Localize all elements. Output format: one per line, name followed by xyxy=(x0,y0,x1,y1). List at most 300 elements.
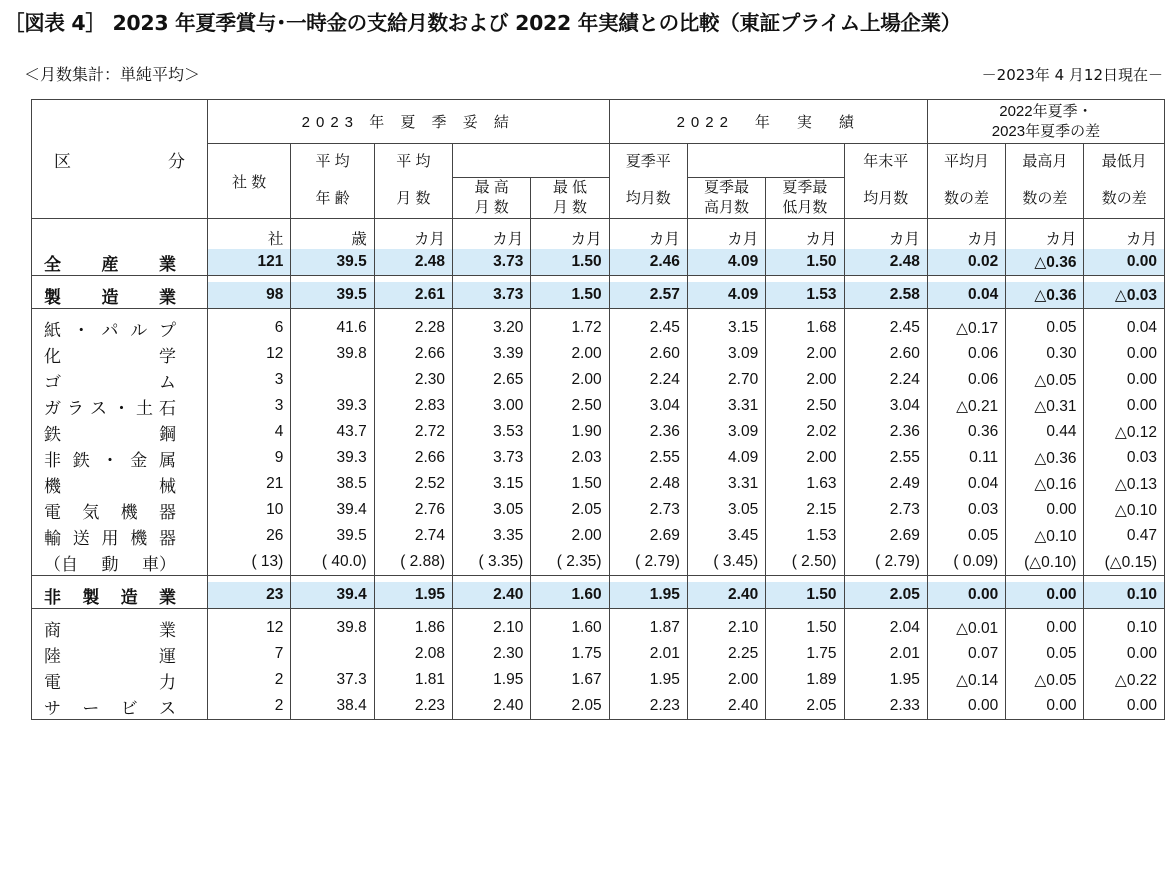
unit-cell: カ月 xyxy=(687,219,765,250)
unit-cell: カ月 xyxy=(766,219,844,250)
row-category xyxy=(32,693,208,720)
value-cell: 1.53 xyxy=(766,523,844,549)
value-cell: 43.7 xyxy=(291,419,374,445)
value-cell: 1.50 xyxy=(766,615,844,641)
value-cell: 0.04 xyxy=(927,471,1005,497)
value-cell: 2.46 xyxy=(609,249,687,276)
table-row xyxy=(32,641,1165,667)
value-cell: 0.03 xyxy=(1084,445,1165,471)
value-cell: 0.10 xyxy=(1084,615,1165,641)
value-cell: 2.00 xyxy=(766,445,844,471)
value-cell: 2.61 xyxy=(374,282,452,309)
category-char: 電 xyxy=(44,502,61,522)
unit-cell: カ月 xyxy=(609,219,687,250)
row-category xyxy=(32,582,208,609)
value-cell: 2.73 xyxy=(609,497,687,523)
category-char: 製 xyxy=(82,587,100,607)
value-cell: 3.05 xyxy=(687,497,765,523)
units-row-label xyxy=(32,219,208,250)
value-cell: 39.5 xyxy=(291,523,374,549)
category-char: 全 xyxy=(44,254,61,274)
value-cell: 2.01 xyxy=(609,641,687,667)
value-cell: △0.22 xyxy=(1084,667,1165,693)
value-cell: (△0.10) xyxy=(1006,549,1084,576)
unit-cell: カ月 xyxy=(927,219,1005,250)
value-cell: 39.8 xyxy=(291,615,374,641)
category-char: ガ xyxy=(44,398,61,418)
value-cell: 7 xyxy=(207,641,290,667)
value-cell: 2.55 xyxy=(609,445,687,471)
value-cell: 10 xyxy=(207,497,290,523)
max-months-header: 最 高 月 数 xyxy=(453,178,531,219)
category-char: プ xyxy=(159,320,176,340)
group-2022-actual-header: 2022 年 実 績 xyxy=(609,100,927,144)
value-cell: 39.5 xyxy=(291,282,374,309)
value-cell: 2.36 xyxy=(844,419,927,445)
value-cell: 2.30 xyxy=(374,367,452,393)
row-category xyxy=(32,249,208,276)
avg-months-header-2: 月 数 xyxy=(374,178,452,219)
row-category xyxy=(32,393,208,419)
avg-age-header-2: 年 齢 xyxy=(291,178,374,219)
value-cell: 0.00 xyxy=(1006,693,1084,720)
row-category-label xyxy=(44,694,176,719)
row-category xyxy=(32,641,208,667)
unit-cell: 歳 xyxy=(291,219,374,250)
value-cell: 1.75 xyxy=(531,641,609,667)
value-cell: 0.10 xyxy=(1084,582,1165,609)
value-cell: 41.6 xyxy=(291,315,374,341)
value-cell: △0.10 xyxy=(1084,497,1165,523)
row-category-label xyxy=(44,472,176,497)
value-cell: 0.06 xyxy=(927,341,1005,367)
category-char: 気 xyxy=(82,502,100,522)
value-cell: 39.8 xyxy=(291,341,374,367)
value-cell: 0.07 xyxy=(927,641,1005,667)
value-cell: 3 xyxy=(207,367,290,393)
value-cell: 3.09 xyxy=(687,419,765,445)
value-cell: 2.00 xyxy=(531,367,609,393)
value-cell: 2.48 xyxy=(374,249,452,276)
category-char: 産 xyxy=(101,254,119,274)
category-char: 造 xyxy=(120,587,138,607)
value-cell: 0.00 xyxy=(1084,249,1165,276)
value-cell: 1.50 xyxy=(766,249,844,276)
value-cell: 3.73 xyxy=(453,445,531,471)
row-category xyxy=(32,549,208,576)
category-char: ・ xyxy=(72,320,90,340)
category-char: ・ xyxy=(101,450,119,470)
unit-cell: 社 xyxy=(207,219,290,250)
value-cell: 0.06 xyxy=(927,367,1005,393)
value-cell: 39.4 xyxy=(291,497,374,523)
category-char: 陸 xyxy=(44,646,61,666)
category-char: 土 xyxy=(136,398,153,418)
value-cell: 38.4 xyxy=(291,693,374,720)
value-cell: 1.63 xyxy=(766,471,844,497)
table-row xyxy=(32,419,1165,445)
table-row xyxy=(32,315,1165,341)
value-cell: ( 0.09) xyxy=(927,549,1005,576)
value-cell: 2.49 xyxy=(844,471,927,497)
value-cell: 4.09 xyxy=(687,282,765,309)
unit-cell: カ月 xyxy=(531,219,609,250)
yearend-avg-header: 年末平 xyxy=(844,144,927,178)
row-category-label xyxy=(44,316,176,341)
category-char: ・ xyxy=(113,398,130,418)
value-cell: △0.36 xyxy=(1006,282,1084,309)
value-cell: 0.04 xyxy=(1084,315,1165,341)
category-char: 器 xyxy=(159,528,176,548)
row-category xyxy=(32,523,208,549)
value-cell: 3.73 xyxy=(453,282,531,309)
summer-max-header: 夏季最 高月数 xyxy=(687,178,765,219)
value-cell: 0.00 xyxy=(927,582,1005,609)
row-category-label xyxy=(44,394,176,419)
value-cell: 2.57 xyxy=(609,282,687,309)
value-cell: 3.00 xyxy=(453,393,531,419)
category-char: 化 xyxy=(44,346,61,366)
row-category-label xyxy=(44,420,176,445)
value-cell: 2.00 xyxy=(766,367,844,393)
table-row xyxy=(32,549,1165,576)
value-cell: △0.10 xyxy=(1006,523,1084,549)
category-char: 鉄 xyxy=(72,450,90,470)
value-cell: 2.15 xyxy=(766,497,844,523)
category-char: サ xyxy=(44,698,61,718)
row-category xyxy=(32,367,208,393)
value-cell: 0.03 xyxy=(927,497,1005,523)
diff-min-header: 最低月 xyxy=(1084,144,1165,178)
row-category-label xyxy=(44,550,176,575)
value-cell: 0.00 xyxy=(1006,497,1084,523)
value-cell: 0.00 xyxy=(1084,341,1165,367)
value-cell: ( 3.45) xyxy=(687,549,765,576)
value-cell: 2.58 xyxy=(844,282,927,309)
value-cell: 3.15 xyxy=(453,471,531,497)
value-cell: 2.24 xyxy=(609,367,687,393)
category-char: 業 xyxy=(159,287,176,307)
group-difference-header: 2022年夏季・ 2023年夏季の差 xyxy=(927,100,1164,144)
value-cell: 2.83 xyxy=(374,393,452,419)
value-cell: ( 40.0) xyxy=(291,549,374,576)
value-cell: 1.81 xyxy=(374,667,452,693)
value-cell: △0.31 xyxy=(1006,393,1084,419)
value-cell: 2.23 xyxy=(609,693,687,720)
table-row xyxy=(32,667,1165,693)
value-cell: △0.36 xyxy=(1006,249,1084,276)
category-char: 力 xyxy=(159,672,176,692)
category-header: 区 分 xyxy=(32,100,208,219)
units-row xyxy=(32,219,1165,250)
value-cell: 0.44 xyxy=(1006,419,1084,445)
value-cell: 1.60 xyxy=(531,615,609,641)
value-cell: 2.10 xyxy=(453,615,531,641)
value-cell: ( 3.35) xyxy=(453,549,531,576)
value-cell: 1.75 xyxy=(766,641,844,667)
max-min-spacer xyxy=(453,144,610,178)
table-row xyxy=(32,249,1165,276)
as-of-date: －2023年 4 月12日現在－ xyxy=(981,66,1163,84)
value-cell: 2.05 xyxy=(531,693,609,720)
avg-months-header: 平 均 xyxy=(374,144,452,178)
value-cell: 1.95 xyxy=(453,667,531,693)
value-cell: 121 xyxy=(207,249,290,276)
value-cell: 37.3 xyxy=(291,667,374,693)
value-cell: 1.50 xyxy=(766,582,844,609)
value-cell: △0.21 xyxy=(927,393,1005,419)
value-cell: 2.66 xyxy=(374,445,452,471)
diff-avg-header: 平均月 xyxy=(927,144,1005,178)
value-cell: 2.30 xyxy=(453,641,531,667)
category-char: 車） xyxy=(142,554,176,574)
category-char: 機 xyxy=(44,476,61,496)
value-cell: 3.04 xyxy=(609,393,687,419)
value-cell: 2.05 xyxy=(844,582,927,609)
value-cell: 3.04 xyxy=(844,393,927,419)
value-cell: 0.30 xyxy=(1006,341,1084,367)
value-cell: 0.00 xyxy=(1084,693,1165,720)
value-cell: 0.00 xyxy=(1006,615,1084,641)
yearend-avg-header-2: 均月数 xyxy=(844,178,927,219)
row-category xyxy=(32,471,208,497)
category-char: 鋼 xyxy=(159,424,176,444)
value-cell: 2.55 xyxy=(844,445,927,471)
category-char: 機 xyxy=(120,502,138,522)
diff-max-header-2: 数の差 xyxy=(1006,178,1084,219)
category-char: 機 xyxy=(130,528,148,548)
value-cell: 1.50 xyxy=(531,282,609,309)
value-cell: 2.00 xyxy=(531,523,609,549)
row-category xyxy=(32,445,208,471)
row-category-label xyxy=(44,283,176,308)
value-cell: 1.90 xyxy=(531,419,609,445)
value-cell: 2.70 xyxy=(687,367,765,393)
value-cell: 2.00 xyxy=(687,667,765,693)
category-char: ム xyxy=(159,372,176,392)
value-cell: ( 2.35) xyxy=(531,549,609,576)
table-row xyxy=(32,367,1165,393)
summer-avg-header-2: 均月数 xyxy=(609,178,687,219)
row-category xyxy=(32,667,208,693)
category-char: 輸 xyxy=(44,528,61,548)
category-char: （自 xyxy=(44,554,78,574)
row-category-label xyxy=(44,583,176,608)
value-cell: (△0.15) xyxy=(1084,549,1165,576)
row-category-label xyxy=(44,446,176,471)
value-cell: 1.60 xyxy=(531,582,609,609)
value-cell xyxy=(291,641,374,667)
value-cell: 98 xyxy=(207,282,290,309)
row-category-label xyxy=(44,342,176,367)
value-cell: 0.05 xyxy=(1006,641,1084,667)
row-category-label xyxy=(44,250,176,275)
category-char: ル xyxy=(130,320,148,340)
value-cell: 2.36 xyxy=(609,419,687,445)
value-cell: 2.40 xyxy=(453,693,531,720)
value-cell: ( 2.50) xyxy=(766,549,844,576)
category-char: 金 xyxy=(130,450,148,470)
table-row xyxy=(32,282,1165,309)
value-cell: 21 xyxy=(207,471,290,497)
category-char: ゴ xyxy=(44,372,61,392)
value-cell: 2.10 xyxy=(687,615,765,641)
group-2023-summer-header: 2023 年 夏 季 妥 結 xyxy=(207,100,609,144)
row-category-label xyxy=(44,668,176,693)
value-cell: 1.68 xyxy=(766,315,844,341)
value-cell: 1.86 xyxy=(374,615,452,641)
value-cell: △0.12 xyxy=(1084,419,1165,445)
value-cell: 1.95 xyxy=(609,667,687,693)
unit-cell: カ月 xyxy=(844,219,927,250)
category-char: 器 xyxy=(158,502,176,522)
table-row xyxy=(32,445,1165,471)
category-char: 動 xyxy=(101,554,119,574)
category-char: 製 xyxy=(44,287,61,307)
category-char: 石 xyxy=(159,398,176,418)
value-cell: 0.11 xyxy=(927,445,1005,471)
value-cell: ( 2.79) xyxy=(844,549,927,576)
value-cell: 12 xyxy=(207,341,290,367)
value-cell: 2.03 xyxy=(531,445,609,471)
companies-header: 社 数 xyxy=(207,144,290,219)
row-category-label xyxy=(44,642,176,667)
category-char: 属 xyxy=(159,450,176,470)
value-cell: 1.89 xyxy=(766,667,844,693)
category-char: 送 xyxy=(72,528,90,548)
value-cell: 2.69 xyxy=(844,523,927,549)
value-cell: 0.00 xyxy=(1084,367,1165,393)
unit-cell: カ月 xyxy=(374,219,452,250)
row-category-label xyxy=(44,616,176,641)
table-row xyxy=(32,523,1165,549)
value-cell: 0.00 xyxy=(1006,582,1084,609)
value-cell: 2.50 xyxy=(766,393,844,419)
value-cell: 2.73 xyxy=(844,497,927,523)
value-cell: 2.33 xyxy=(844,693,927,720)
value-cell: 2.52 xyxy=(374,471,452,497)
value-cell: 2.45 xyxy=(609,315,687,341)
value-cell: 1.87 xyxy=(609,615,687,641)
value-cell: 9 xyxy=(207,445,290,471)
value-cell: 2.45 xyxy=(844,315,927,341)
category-char: 学 xyxy=(159,346,176,366)
category-char: ー xyxy=(82,698,100,718)
value-cell: 0.04 xyxy=(927,282,1005,309)
value-cell: 2.60 xyxy=(844,341,927,367)
value-cell: △0.13 xyxy=(1084,471,1165,497)
value-cell: 3.05 xyxy=(453,497,531,523)
value-cell: 2.24 xyxy=(844,367,927,393)
value-cell: 2.00 xyxy=(531,341,609,367)
summer-avg-header: 夏季平 xyxy=(609,144,687,178)
value-cell: 2.40 xyxy=(687,582,765,609)
value-cell: 3.53 xyxy=(453,419,531,445)
table-row xyxy=(32,471,1165,497)
value-cell: △0.05 xyxy=(1006,667,1084,693)
value-cell: 3.09 xyxy=(687,341,765,367)
value-cell: 2.00 xyxy=(766,341,844,367)
value-cell: 1.72 xyxy=(531,315,609,341)
value-cell: 1.50 xyxy=(531,471,609,497)
row-category xyxy=(32,341,208,367)
value-cell: 2.76 xyxy=(374,497,452,523)
category-char: ビ xyxy=(120,698,138,718)
value-cell: 2.04 xyxy=(844,615,927,641)
value-cell: △0.03 xyxy=(1084,282,1165,309)
value-cell: 2.25 xyxy=(687,641,765,667)
category-char: 業 xyxy=(158,587,176,607)
value-cell: 2.60 xyxy=(609,341,687,367)
value-cell: 0.02 xyxy=(927,249,1005,276)
value-cell: 2.74 xyxy=(374,523,452,549)
value-cell: 0.00 xyxy=(927,693,1005,720)
category-char: 用 xyxy=(101,528,119,548)
value-cell: 0.05 xyxy=(927,523,1005,549)
value-cell: 2.40 xyxy=(453,582,531,609)
value-cell: △0.36 xyxy=(1006,445,1084,471)
value-cell: 3.45 xyxy=(687,523,765,549)
value-cell: 39.5 xyxy=(291,249,374,276)
value-cell: 1.95 xyxy=(609,582,687,609)
category-char: 業 xyxy=(159,254,176,274)
value-cell: 4 xyxy=(207,419,290,445)
value-cell: 3.73 xyxy=(453,249,531,276)
summer-min-header: 夏季最 低月数 xyxy=(766,178,844,219)
value-cell: ( 13) xyxy=(207,549,290,576)
value-cell: 4.09 xyxy=(687,249,765,276)
value-cell: 3.35 xyxy=(453,523,531,549)
value-cell: 2.66 xyxy=(374,341,452,367)
value-cell: 2.65 xyxy=(453,367,531,393)
row-category xyxy=(32,615,208,641)
value-cell: 2.72 xyxy=(374,419,452,445)
value-cell: 1.50 xyxy=(531,249,609,276)
row-category xyxy=(32,497,208,523)
value-cell: 2.02 xyxy=(766,419,844,445)
unit-cell: カ月 xyxy=(1006,219,1084,250)
category-char: 電 xyxy=(44,672,61,692)
category-char: ス xyxy=(158,698,176,718)
value-cell: 0.47 xyxy=(1084,523,1165,549)
category-char: ス xyxy=(90,398,107,418)
table-row xyxy=(32,393,1165,419)
value-cell: 1.53 xyxy=(766,282,844,309)
value-cell: 2.69 xyxy=(609,523,687,549)
value-cell: ( 2.88) xyxy=(374,549,452,576)
value-cell: 2.05 xyxy=(531,497,609,523)
value-cell: 12 xyxy=(207,615,290,641)
value-cell: 39.3 xyxy=(291,393,374,419)
min-months-header: 最 低 月 数 xyxy=(531,178,609,219)
table-row xyxy=(32,582,1165,609)
value-cell: 6 xyxy=(207,315,290,341)
value-cell: 39.3 xyxy=(291,445,374,471)
row-category-label xyxy=(44,498,176,523)
value-cell: 23 xyxy=(207,582,290,609)
value-cell: 3.15 xyxy=(687,315,765,341)
value-cell: 2.40 xyxy=(687,693,765,720)
diff-avg-header-2: 数の差 xyxy=(927,178,1005,219)
value-cell: ( 2.79) xyxy=(609,549,687,576)
value-cell: 2.01 xyxy=(844,641,927,667)
value-cell: 4.09 xyxy=(687,445,765,471)
value-cell: 2.08 xyxy=(374,641,452,667)
value-cell: △0.16 xyxy=(1006,471,1084,497)
category-char: 非 xyxy=(44,450,61,470)
value-cell: 1.95 xyxy=(844,667,927,693)
document-title: ［図表 4］ 2023 年夏季賞与･一時金の支給月数および 2022 年実績との比較（東証プライム上場企業） xyxy=(4,11,961,35)
